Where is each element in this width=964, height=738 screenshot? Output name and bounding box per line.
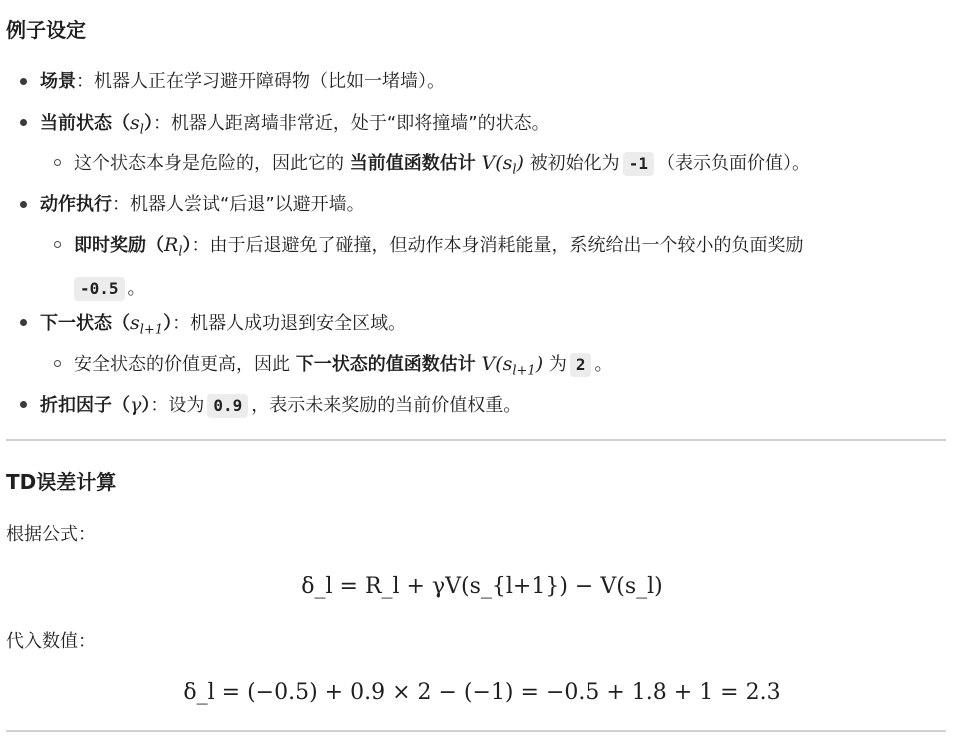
math-symbol: V(s <box>481 353 513 375</box>
list-item-discount <box>40 391 521 420</box>
item-text: 安全状态的价值更高，因此 <box>74 354 290 375</box>
inline-code: 2 <box>570 353 592 377</box>
formula-computation <box>0 677 964 709</box>
section-heading-td-error: TD误差计算 <box>6 470 117 494</box>
math-subscript: l+1 <box>512 363 536 379</box>
math-symbol: s <box>130 312 140 334</box>
item-sep: ： <box>152 113 171 134</box>
math-subscript: l <box>178 244 183 260</box>
item-label-end: ） <box>141 395 151 416</box>
item-text: 为 <box>548 354 567 375</box>
item-text: 。 <box>594 354 613 375</box>
list-item-current-value <box>74 149 810 185</box>
inline-code: -0.5 <box>74 277 125 301</box>
math-symbol: R <box>164 234 179 256</box>
math-symbol-end: ) <box>535 353 544 375</box>
math-subscript: l+1 <box>139 322 164 338</box>
item-text: 机器人成功退到安全区域。 <box>190 313 407 334</box>
sub-bullet-icon <box>54 159 61 166</box>
inline-code: 0.9 <box>207 394 248 418</box>
math-subscript: l <box>139 122 144 138</box>
section-heading-example: 例子设定 <box>6 18 86 42</box>
bullet-icon <box>20 319 27 326</box>
item-label-end: ） <box>143 113 153 134</box>
bullet-icon <box>20 201 27 208</box>
item-text: 这个状态本身是危险的，因此它的 <box>74 153 344 174</box>
item-text: 。 <box>127 277 146 299</box>
formula-intro: 根据公式： <box>6 524 96 545</box>
item-label: 下一状态（ <box>40 313 130 334</box>
item-bold-text: 下一状态的值函数估计 <box>295 354 476 375</box>
list-item-next-state <box>40 309 406 345</box>
math-subscript: l <box>512 162 517 178</box>
list-item-current-state <box>40 109 550 145</box>
bullet-icon <box>20 78 27 85</box>
item-sep: ： <box>191 235 210 256</box>
math-symbol: s <box>130 112 140 134</box>
math-symbol-end: ) <box>516 152 524 174</box>
item-sep: ： <box>172 313 191 334</box>
divider <box>6 439 946 441</box>
values-intro: 代入数值： <box>6 631 96 652</box>
inline-code: -1 <box>623 152 654 176</box>
item-text: （表示负面价值）。 <box>656 153 810 174</box>
item-label: 当前状态（ <box>40 113 130 134</box>
formula-td-error <box>0 571 964 603</box>
item-text: 设为 <box>168 395 205 416</box>
item-text: 由于后退避免了碰撞，但动作本身消耗能量，系统给出一个较小的负面奖励 <box>209 235 804 256</box>
math-symbol: V(s <box>481 152 513 174</box>
item-sep: ： <box>76 71 94 92</box>
item-text: 被初始化为 <box>529 153 620 174</box>
list-item-reward <box>74 231 914 303</box>
item-label-end: ） <box>163 313 173 334</box>
item-label: 动作执行 <box>40 194 112 215</box>
formula-text: δ_l = R_l + γV(s_{l+1}) − V(s_l) <box>301 574 663 599</box>
item-label: 即时奖励（ <box>74 235 164 256</box>
divider <box>6 730 946 732</box>
list-item-next-value <box>74 350 612 386</box>
bullet-icon <box>20 119 27 126</box>
item-sep: ： <box>112 194 130 215</box>
item-text: 机器人正在学习避开障碍物（比如一堵墙）。 <box>94 71 445 92</box>
item-label: 折扣因子（ <box>40 395 130 416</box>
math-symbol: γ <box>130 394 142 416</box>
item-label: 场景 <box>40 71 76 92</box>
formula-text: δ_l = (−0.5) + 0.9 × 2 − (−1) = −0.5 + 1.8 + 1 = 2.3 <box>183 680 781 705</box>
item-text: ，表示未来奖励的当前价值权重。 <box>251 395 522 416</box>
item-sep: ： <box>150 395 169 416</box>
item-text: 机器人尝试“后退”以避开墙。 <box>130 194 365 215</box>
list-item-action <box>40 191 365 219</box>
sub-bullet-icon <box>54 360 61 367</box>
item-text: 机器人距离墙非常近，处于“即将撞墙”的状态。 <box>170 113 550 134</box>
list-item-scene <box>40 68 445 96</box>
bullet-icon <box>20 401 27 408</box>
sub-bullet-icon <box>54 241 61 248</box>
item-bold-text: 当前值函数估计 <box>349 153 476 174</box>
item-label-end: ） <box>182 235 192 256</box>
